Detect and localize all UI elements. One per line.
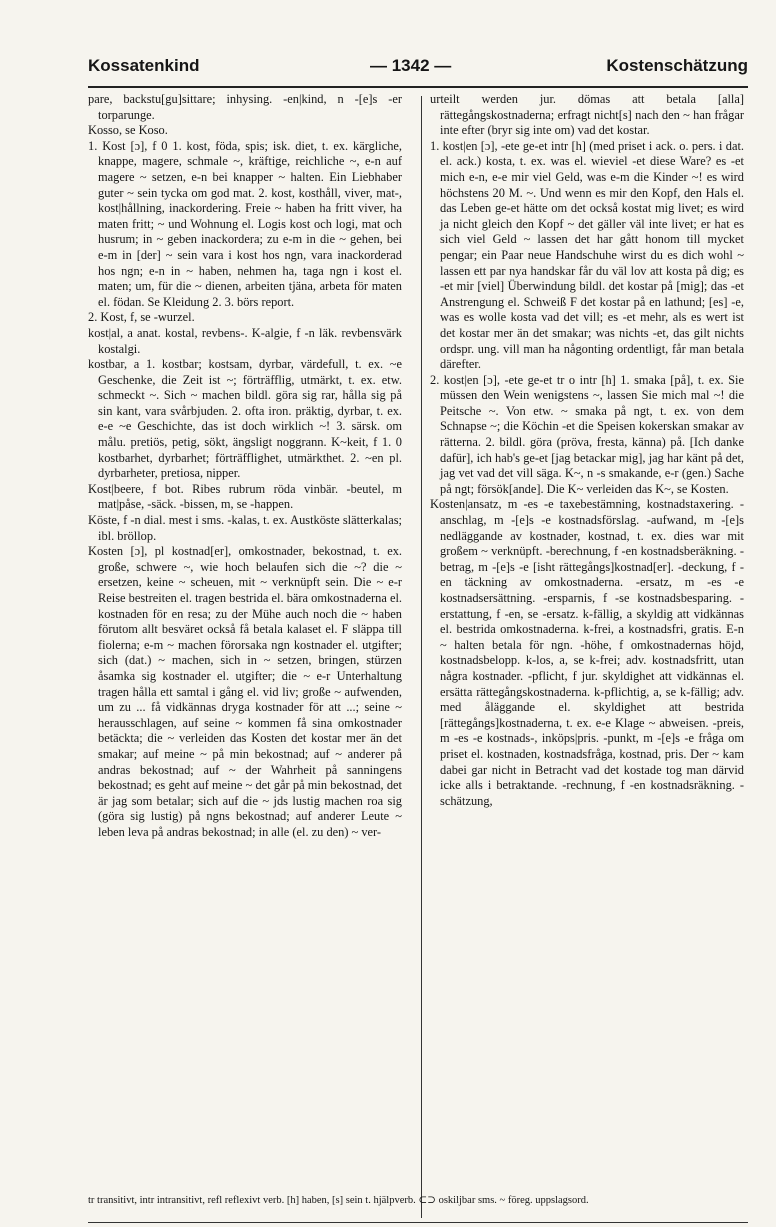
abbreviation-footer: tr transitivt, intr intransitivt, refl reflexivt verb. [h] haben, [s] sein t. hjälpverb. ⊂⊃ oskiljbar sms. ~ föreg. uppslagsord. [88, 1195, 589, 1206]
column-divider [421, 96, 422, 1218]
entry-paragraph: urteilt werden jur. dömas att betala [alla] rättegångskostnaderna; erfragt nicht[s] nach den ~ han frågar inte efter (bryr sig inte om) vad det kostar. [430, 92, 744, 138]
left-column [88, 92, 402, 1212]
entry-paragraph: Köste, f -n dial. mest i sms. -kalas, t. ex. Austköste slätterkalas; ibl. bröllop. [88, 513, 402, 543]
entry-paragraph: Kosten [ɔ], pl kostnad[er], omkostnader, bekostnad, t. ex. große, schwere ~, wie hoch belaufen sich die ~? die ~ ersetzen, keine ~ scheuen, mit ~ verknüpft sein. Die ~ e-r Reise bestreiten el. tragen bestrida el. bära omkostnaderna el. kostnaden för en resa; zu der Mühe auch noch die ~ haben förutom allt besväret också få betala kalaset el. F släppa till fiolerna; e-m ~ machen förorsaka ngn kostnader el. utgifter; sich (dat.) ~ machen, sich in ~ setzen, bringen, stürzen åsamka sig kostnader el. utgifter; die ~ e-r Unterhaltung tragen hålla ett samtal i gång el. vid liv; große ~ aufwenden, um zu ... få vidkännas dryga kostnader för att ...; seine ~ herausschlagen, auf seine ~ kommen få sina omkostnader betäckta; die ~ verleiden das Kosten det kostar mer än det smakar; auf meine ~ på min bekostnad; auf ~ anderer på andras bekostnad; auf ~ der Wahrheit på sanningens bekostnad; es geht auf meine ~ det går på min bekostnad, det är jag som betalar; sich auf die ~ jds lustig machen roa sig (göra sig lustig) på ngns bekostnad; auf anderer Leute ~ leben leva på andras bekostnad; in alle (el. zu den) ~ ver- [88, 544, 402, 839]
page-number: — 1342 — [370, 56, 452, 75]
entry-paragraph: 1. kost|en [ɔ], -ete ge-et intr [h] (med priset i ack. o. pers. i dat. el. ack.) kosta, t. ex. was el. wieviel -et diese Ware? es -et mich e-n, e-e mir viel Geld, was e-m die Kinder ~! es wird höchstens 20 M. ~. Und wenn es mir den Kopf, den Hals el. das Leben ge-et hätte om det också kostat mig livet; es wird ja nicht gleich den Kopf ~ det gäller väl inte livet; er hat es sich viel Geld ~ lassen det har gått honom till mycket pengar; ein Paar neue Handschuhe wirst du es dich wohl ~ lassen ett par nya handskar får du väl lov att kosta på dig; es -et mir [viel] Überwindung bildl. det kostar på [mig]; das -et Anstrengung el. Schweiß F det kostar på en lathund; [es] -e, was es wolle kosta vad det vill; es -et mehr, als es wert ist det kostar mer än det smakar; was nichts -et, das gilt nichts ordspr. ung. vill man ha någonting ordentligt, får man betala därefter. [430, 138, 744, 372]
header-first-entry: Kossatenkind [88, 56, 200, 75]
entry-paragraph: 2. kost|en [ɔ], -ete ge-et tr o intr [h] 1. smaka [på], t. ex. Sie müssen den Wein wenigstens ~, lassen Sie mich mal ~! die Peitsche ~. Von etw. ~ smaka på ngt, t. ex. von dem Schnapse ~; die Köchin -et die Speisen kokerskan smakar av rätterna. 2. bildl. göra (pröva, fresta, känna) på. [Ich danke dafür], ich hab's ge-et [jag betackar mig], jag har känt på det, jag vet vad det vill säga. K~, n -s smakande, e-r (gen.) Sache på ngt; försök[ande]. Die K~ verleiden das K~, se Kosten. [430, 372, 744, 496]
entry-paragraph: Kosten|ansatz, m -es -e taxebestämning, kostnadstaxering. -anschlag, m -[e]s -e kostnadsförslag. -aufwand, m -[e]s nedläggande av kostnader, kostnad, t. ex. dies war mit großem ~ verknüpft. -berechnung, f -en kostnadsberäkning. -betrag, m -[e]s -e [isht rättegångs]kostnad[er]. -deckung, f -en täckning av omkostnaderna. -ersatz, m -es -e kostnadsersättning. -ersparnis, f -se kostnadsbesparing. -erstattung, f -en, se -ersatz. k-fällig, a skyldig att vidkännas el. bestrida omkostnaderna. k-frei, a kostnadsfri, gratis. E-n ~ halten betala för ngn. -höhe, f omkostnadernas höjd, kostnadsbelopp. k-los, a, se k-frei; adv. kostnadsfritt, utan några kostnader. -pflicht, f jur. skyldighet att vidkännas el. ersätta rättegångskostnaderna. k-pflichtig, a, se k-fällig; adv. med åläggande el. skyldighet att bestrida [rättegångs]kostnaderna, t. ex. e-e Klage ~ abweisen. -preis, m -es -e kostnads-, inköps|pris. -punkt, m -[e]s -e fråga om priset el. kostnaden, kostnadsfråga, kostnad, pris. Der ~ kam dabei gar nicht in Betracht vad det kostade tog man därvid icke alls i betraktande. -rechnung, f -en kostnadsräkning. -schätzung, [430, 497, 744, 808]
entry-paragraph: kost|al, a anat. kostal, revbens-. K-algie, f -n läk. revbensvärk kostalgi. [88, 325, 402, 356]
footer-rule [88, 1222, 748, 1223]
header-last-entry: Kostenschätzung [606, 56, 748, 75]
entry-paragraph: Kosso, se Koso. [88, 123, 168, 138]
page-header [88, 50, 748, 82]
header-rule [88, 86, 748, 88]
entry-paragraph: 1. Kost [ɔ], f 0 1. kost, föda, spis; isk. diet, t. ex. kärgliche, knappe, magere, schmale ~, kräftige, reichliche ~, e-n auf magere ~ setzen, e-n bei knapper ~ halten. Ein Liebhaber guter ~ sein tycka om god mat. 2. kost, kosthåll, viver, mat-, kost|hållning, inackordering. Freie ~ haben ha fritt viver, ha maten fritt; ~ und Wohnung el. Logis kost och logi, mat och husrum; in ~ geben inackordera; zu e-m in die ~ gehen, bei e-m in [der] ~ sein vara i kost hos ngn, vara inackorderad hos ngn; e-n in ~ haben, nehmen ha, taga ngn i kost el. maten; um, für die ~ dienen, arbeiten tjäna, arbeta för maten el. födan. Se Kleidung 2. 3. börs report. [88, 138, 402, 309]
entry-paragraph: pare, backstu[gu]sittare; inhysing. -en|kind, n -[e]s -er torparunge. [88, 92, 402, 122]
entry-paragraph: kostbar, a 1. kostbar; kostsam, dyrbar, värdefull, t. ex. ~e Geschenke, die Zeit ist ~; förträfflig, utmärkt, t. ex. etw. schmeckt ~. Sich ~ machen bildl. göra sig rar, hålla sig på sin kant, vara svårbjuden. 2. ofta iron. präktig, dyrbar, t. ex. e-e ~e Geschichte, das ist doch wirklich ~! 3. särsk. om målu. pretiös, petig, sökt, ängsligt noggrann. K~keit, f 1. 0 kostbarhet, dyrbarhet; förträfflighet, utmärkthet. 2. ~en pl. dyrbarheter, pretiosa, nipper. [88, 357, 402, 481]
right-column [430, 92, 744, 1212]
entry-paragraph: Kost|beere, f bot. Ribes rubrum röda vinbär. -beutel, m mat|påse, -säck. -bissen, m, se -happen. [88, 481, 402, 512]
entry-paragraph: 2. Kost, f, se -wurzel. [88, 310, 195, 325]
